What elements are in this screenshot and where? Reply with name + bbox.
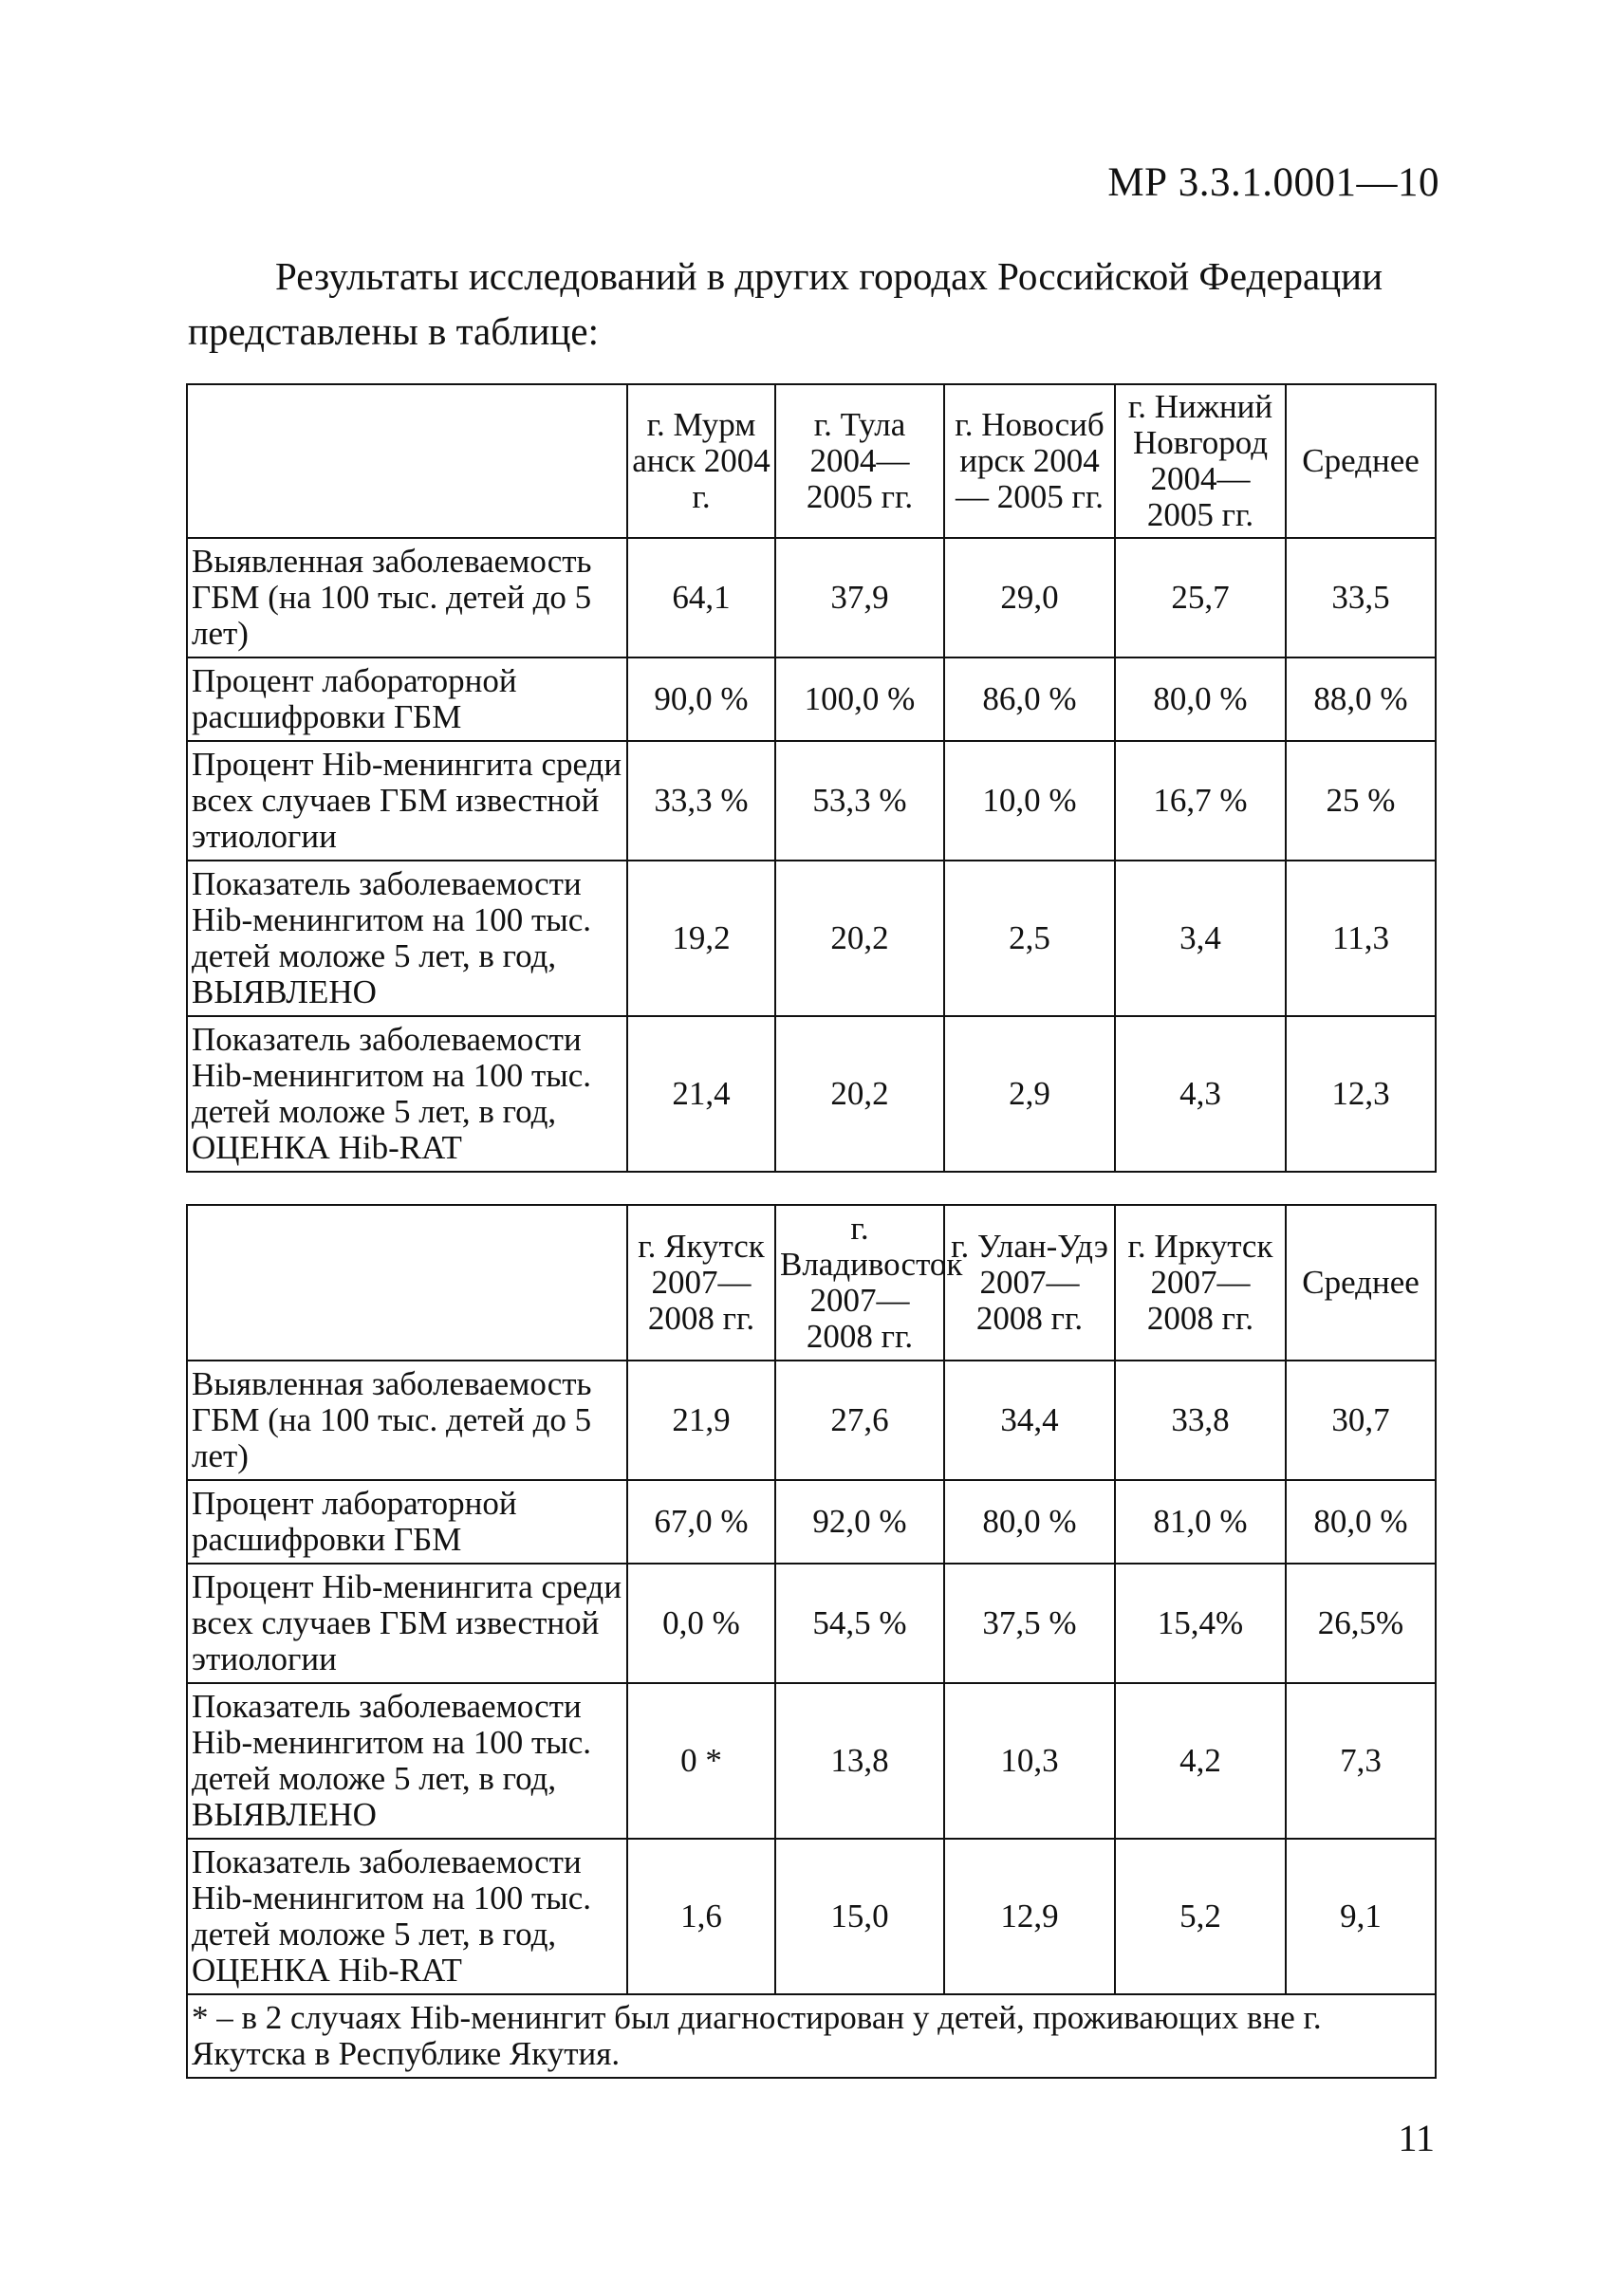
table-cell: 80,0 % (1115, 657, 1286, 741)
table-cell: 2,5 (944, 861, 1115, 1016)
table-cell: 64,1 (627, 538, 775, 657)
header-cell: Среднее (1286, 384, 1436, 538)
table-cell: 25 % (1286, 741, 1436, 861)
table-cell: 16,7 % (1115, 741, 1286, 861)
table-cell: 19,2 (627, 861, 775, 1016)
table-cell: 92,0 % (775, 1480, 944, 1564)
table-cell: 20,2 (775, 861, 944, 1016)
table-row (187, 1016, 1436, 1172)
header-cell: г. Новосиб ирск 2004— 2005 гг. (944, 384, 1115, 538)
header-cell: г. Владивосток 2007— 2008 гг. (775, 1205, 944, 1361)
table-cell: 80,0 % (944, 1480, 1115, 1564)
header-cell: Среднее (1286, 1205, 1436, 1361)
results-table-2 (186, 1204, 1437, 2079)
intro-paragraph (188, 249, 1442, 359)
table-cell: 26,5% (1286, 1564, 1436, 1683)
results-table-1 (186, 383, 1437, 1173)
table-cell: 86,0 % (944, 657, 1115, 741)
table-cell: 21,4 (627, 1016, 775, 1172)
table-cell: 33,8 (1115, 1361, 1286, 1480)
table-cell: 4,2 (1115, 1683, 1286, 1839)
table-cell: 11,3 (1286, 861, 1436, 1016)
table-header-row (187, 1205, 1436, 1361)
header-cell (187, 1205, 627, 1361)
table-cell: 4,3 (1115, 1016, 1286, 1172)
table-row (187, 861, 1436, 1016)
table-cell: 15,0 (775, 1839, 944, 1994)
table-cell: 9,1 (1286, 1839, 1436, 1994)
table-row (187, 1839, 1436, 1994)
row-label: Показатель заболеваемости Hib-менингитом на 100 тыс. детей моложе 5 лет, в год, ВЫЯВЛЕНО (187, 861, 627, 1016)
table-cell: 25,7 (1115, 538, 1286, 657)
row-label: Показатель заболеваемости Hib-менингитом на 100 тыс. детей моложе 5 лет, в год, ОЦЕНКА Hib-RAT (187, 1839, 627, 1994)
table-cell: 13,8 (775, 1683, 944, 1839)
table-cell: 2,9 (944, 1016, 1115, 1172)
table-cell: 37,9 (775, 538, 944, 657)
table-row (187, 1361, 1436, 1480)
intro-line-2: представлены в таблице: (188, 309, 599, 353)
table-cell: 3,4 (1115, 861, 1286, 1016)
row-label: Процент лабораторной расшифровки ГБМ (187, 657, 627, 741)
table-cell: 12,3 (1286, 1016, 1436, 1172)
table-cell: 0 * (627, 1683, 775, 1839)
header-cell: г. Тула 2004— 2005 гг. (775, 384, 944, 538)
table-cell: 10,3 (944, 1683, 1115, 1839)
table-cell: 5,2 (1115, 1839, 1286, 1994)
table-row (187, 1683, 1436, 1839)
table-cell: 7,3 (1286, 1683, 1436, 1839)
intro-line-1: Результаты исследований в других городах Российской Федерации (275, 254, 1383, 298)
table-row (187, 538, 1436, 657)
table-cell: 54,5 % (775, 1564, 944, 1683)
footnote: * – в 2 случаях Hib-менингит был диагностирован у детей, проживающих вне г. Якутска в Республике Якутия. (187, 1994, 1436, 2078)
table-cell: 12,9 (944, 1839, 1115, 1994)
row-label: Процент Hib-менингита среди всех случаев ГБМ известной этиологии (187, 1564, 627, 1683)
table-cell: 10,0 % (944, 741, 1115, 861)
row-label: Процент Hib-менингита среди всех случаев ГБМ известной этиологии (187, 741, 627, 861)
header-cell: г. Иркутск 2007— 2008 гг. (1115, 1205, 1286, 1361)
table-cell: 33,5 (1286, 538, 1436, 657)
table-cell: 37,5 % (944, 1564, 1115, 1683)
row-label: Выявленная заболеваемость ГБМ (на 100 тыс. детей до 5 лет) (187, 1361, 627, 1480)
table-cell: 27,6 (775, 1361, 944, 1480)
row-label: Показатель заболеваемости Hib-менингитом на 100 тыс. детей моложе 5 лет, в год, ОЦЕНКА Hib-RAT (187, 1016, 627, 1172)
table-row (187, 741, 1436, 861)
row-label: Показатель заболеваемости Hib-менингитом на 100 тыс. детей моложе 5 лет, в год, ВЫЯВЛЕНО (187, 1683, 627, 1839)
row-label: Выявленная заболеваемость ГБМ (на 100 тыс. детей до 5 лет) (187, 538, 627, 657)
header-cell: г. Нижний Новгород 2004— 2005 гг. (1115, 384, 1286, 538)
footnote-row (187, 1994, 1436, 2078)
table-cell: 33,3 % (627, 741, 775, 861)
header-cell: г. Якутск 2007— 2008 гг. (627, 1205, 775, 1361)
table-header-row (187, 384, 1436, 538)
header-cell: г. Мурм анск 2004 г. (627, 384, 775, 538)
table-cell: 80,0 % (1286, 1480, 1436, 1564)
row-label: Процент лабораторной расшифровки ГБМ (187, 1480, 627, 1564)
table-cell: 100,0 % (775, 657, 944, 741)
page-number: 11 (1398, 2117, 1435, 2159)
table-cell: 81,0 % (1115, 1480, 1286, 1564)
table-cell: 1,6 (627, 1839, 775, 1994)
table-cell: 20,2 (775, 1016, 944, 1172)
header-cell (187, 384, 627, 538)
table-cell: 90,0 % (627, 657, 775, 741)
table-row (187, 1480, 1436, 1564)
document-code: МР 3.3.1.0001—10 (1107, 160, 1439, 205)
table-cell: 34,4 (944, 1361, 1115, 1480)
table-cell: 30,7 (1286, 1361, 1436, 1480)
table-cell: 0,0 % (627, 1564, 775, 1683)
table-cell: 29,0 (944, 538, 1115, 657)
table-cell: 53,3 % (775, 741, 944, 861)
table-cell: 21,9 (627, 1361, 775, 1480)
table-cell: 67,0 % (627, 1480, 775, 1564)
table-row (187, 657, 1436, 741)
table-cell: 88,0 % (1286, 657, 1436, 741)
table-cell: 15,4% (1115, 1564, 1286, 1683)
header-cell: г. Улан-Удэ 2007— 2008 гг. (944, 1205, 1115, 1361)
table-row (187, 1564, 1436, 1683)
